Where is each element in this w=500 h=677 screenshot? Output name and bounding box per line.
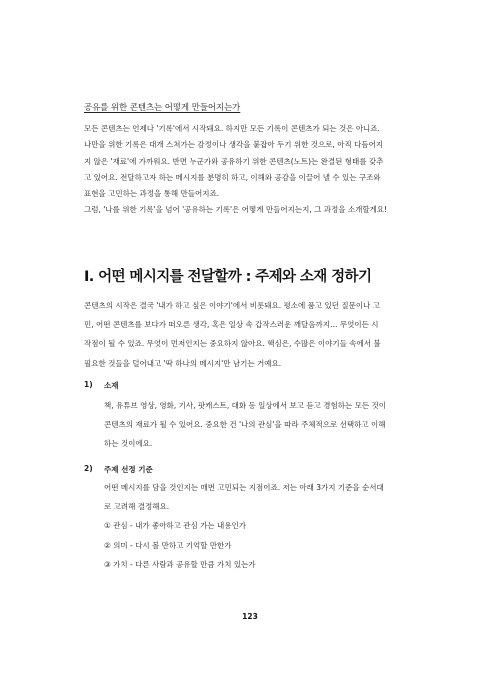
item-heading: 소재 (104, 381, 119, 390)
chapter-heading: I. 어떤 메시지를 전달할까 : 주제와 소재 정하기 (84, 269, 372, 285)
page-number: 123 (242, 612, 258, 621)
item-line: ③ 가치 - 다른 사람과 공유할 만큼 가치 있는가 (104, 559, 256, 569)
item-line: ② 의미 - 다시 볼 만하고 기억할 만한가 (104, 540, 232, 550)
section-title: 공유를 위한 콘텐츠는 어떻게 만들어지는가 (84, 102, 241, 112)
intro-paragraph (84, 121, 420, 219)
item-description (104, 396, 422, 454)
body-line: 필요한 것들을 덜어내고 '딱 하나의 메시지'만 남기는 거예요. (84, 358, 282, 368)
body-line: 콘텐츠의 시작은 결국 '내가 하고 싶은 이야기'에서 비롯돼요. 평소에 품고 있던 질문이나 고 (84, 301, 380, 310)
intro-line: 고 있어요. 전달하고자 하는 메시지를 분명히 하고, 이해와 공감을 이끌어 낼 수 있는 구조와 (84, 172, 381, 182)
intro-line: 나만을 위한 기록은 대개 스쳐가는 감정이나 생각을 붙잡아 두기 위한 것으로, 아직 다듬어지 (84, 140, 384, 150)
item-line: 어떤 메시지를 담을 것인지는 매번 고민되는 지점이죠. 저는 아래 3가지 기준을 순서대 (104, 483, 384, 492)
intro-line: 모든 콘텐츠는 언제나 '기록'에서 시작돼요. 하지만 모든 기록이 콘텐츠가 되는 것은 아니죠. (84, 124, 380, 133)
body-line: 민, 어떤 콘텐츠를 보다가 떠오른 생각, 혹은 일상 속 갑작스러운 깨달음까지… 무엇이든 시 (84, 320, 379, 330)
intro-line: 그럼, '나를 위한 기록'을 넘어 '공유하는 기록'은 어떻게 만들어지는지, 그 과정을 소개할게요! (84, 205, 388, 215)
item-line: 콘텐츠의 재료가 될 수 있어요. 중요한 건 '나의 관심'을 따라 주체적으로 선택하고 이해 (104, 420, 386, 430)
item-heading: 주제 선정 기준 (104, 465, 153, 474)
body-paragraph (84, 296, 420, 373)
item-description (104, 478, 422, 574)
intro-line: 표현을 고민하는 과정을 통해 만들어지죠. (84, 189, 220, 199)
item-number: 1) (84, 380, 93, 389)
item-line: 책, 유튜브 영상, 영화, 기사, 팟캐스트, 대화 등 일상에서 보고 듣고 경험하는 모든 것이 (104, 401, 386, 410)
item-line: 하는 것이에요. (104, 439, 153, 449)
item-line: 로 고려해 결정해요. (104, 502, 170, 512)
item-line: ① 관심 - 내가 좋아하고 관심 가는 내용인가 (104, 521, 247, 531)
body-line: 작점이 될 수 있죠. 무엇이 먼저인지는 중요하지 않아요. 핵심은, 수많은 이야기들 속에서 불 (84, 339, 381, 349)
intro-line: 지 않은 '재료'에 가까워요. 반면 누군가와 공유하기 위한 콘텐츠(노트)는 완결된 형태를 갖추 (84, 156, 384, 166)
item-number: 2) (84, 464, 93, 473)
